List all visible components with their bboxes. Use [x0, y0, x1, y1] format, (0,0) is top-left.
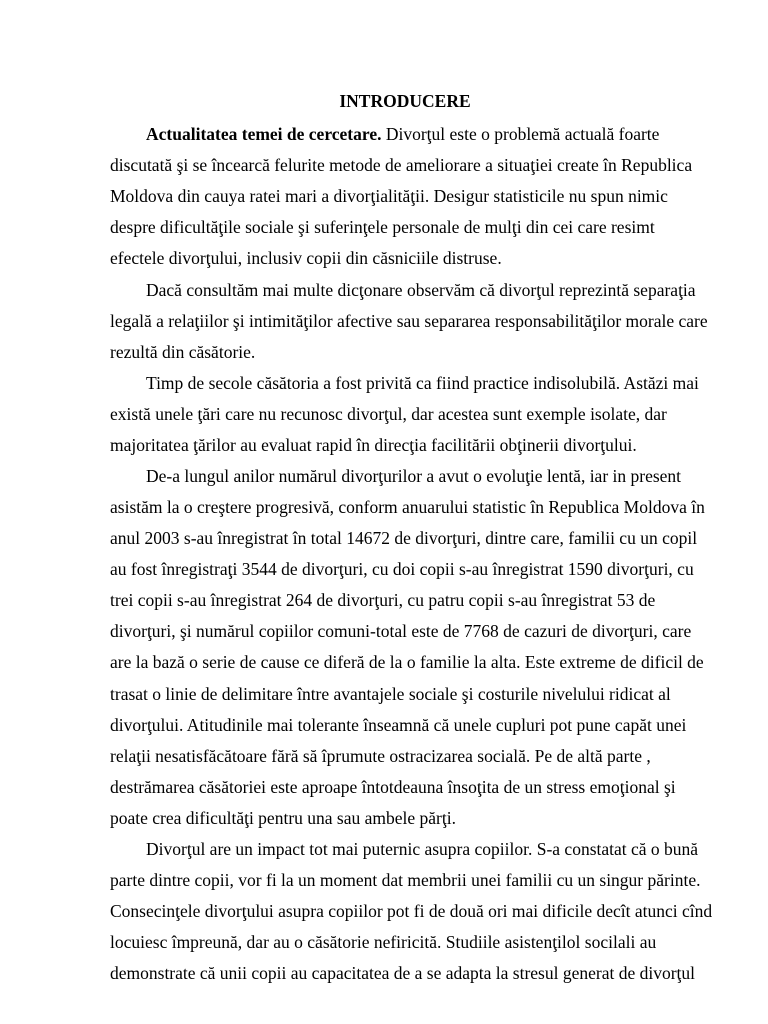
line-text: Divorţul este o problemă actuală foarte [381, 124, 660, 144]
paragraph-line: Moldova din cauya ratei mari a divorţialităţii. Desigur statisticile nu spun nimic [110, 186, 668, 206]
paragraph-line [146, 124, 659, 144]
paragraph-line: asistăm la o creştere progresivă, conform anuarului statistic în Republica Moldova în [110, 497, 705, 517]
paragraph-line: despre dificultăţile sociale şi suferinţele personale de mulţi din cei care resimt [110, 217, 655, 237]
paragraph-line: există unele ţări care nu recunosc divorţul, dar acestea sunt exemple isolate, dar [110, 404, 667, 424]
paragraph-line: relaţii nesatisfăcătoare fără să îprumute ostracizarea socială. Pe de altă parte , [110, 746, 651, 766]
paragraph-line: are la bază o serie de cause ce diferă de la o familie la alta. Este extreme de dificil de [110, 652, 704, 672]
section-heading: Actualitatea temei de cercetare. [146, 124, 382, 144]
paragraph-line: discutată şi se încearcă felurite metode de ameliorare a situaţiei create în Republica [110, 155, 693, 175]
paragraph-line: Consecinţele divorţului asupra copiilor pot fi de două ori mai dificile decît atunci cînd [110, 901, 713, 921]
paragraph-line: majoritatea ţărilor au evaluat rapid în direcţia facilitării obţinerii divorţului. [110, 435, 637, 455]
paragraph-line: trasat o linie de delimitare între avantajele sociale şi costurile nivelului ridicat al [110, 684, 671, 704]
paragraph-line: demonstrate că unii copii au capacitatea de a se adapta la stresul generat de divorţul [110, 963, 696, 983]
paragraph-line: locuiesc împreună, dar au o căsătorie nefiricită. Studiile asistenţilol socilali au [110, 932, 657, 952]
paragraph-line: destrămarea căsătoriei este aproape întotdeauna însoţita de un stress emoţional şi [110, 777, 676, 797]
paragraph-line: anul 2003 s-au înregistrat în total 14672 de divorţuri, dintre care, familii cu un copil [110, 528, 698, 548]
page-title: INTRODUCERE [339, 91, 471, 111]
paragraph-line: divorţuri, şi numărul copiilor comuni-total este de 7768 de cazuri de divorţuri, care [110, 621, 692, 641]
paragraph-line: legală a relaţiilor şi intimităţilor afective sau separarea responsabilităţilor morale care [110, 311, 708, 331]
paragraph-line: efectele divorţului, inclusiv copii din căsniciile distruse. [110, 248, 502, 268]
paragraph-line: Timp de secole căsătoria a fost privită ca fiind practice indisolubilă. Astăzi mai [146, 373, 699, 393]
paragraph-line: Divorţul are un impact tot mai puternic asupra copiilor. S-a constatat că o bună [146, 839, 699, 859]
paragraph-line: rezultă din căsătorie. [110, 342, 256, 362]
paragraph-line: Dacă consultăm mai multe dicţonare observăm că divorţul reprezintă separaţia [146, 280, 696, 300]
paragraph-line: poate crea dificultăţi pentru una sau ambele părţi. [110, 808, 456, 828]
paragraph-line: parte dintre copii, vor fi la un moment dat membrii unei familii cu un singur părinte. [110, 870, 701, 890]
paragraph-line: trei copii s-au înregistrat 264 de divorţuri, cu patru copii s-au înregistrat 53 de [110, 590, 656, 610]
paragraph-line: au fost înregistraţi 3544 de divorţuri, cu doi copii s-au înregistrat 1590 divorţuri, cu [110, 559, 694, 579]
paragraph-line: De-a lungul anilor numărul divorţurilor a avut o evoluţie lentă, iar in present [146, 466, 682, 486]
paragraph-line: divorţului. Atitudinile mai tolerante înseamnă că unele cupluri pot pune capăt unei [110, 715, 687, 735]
